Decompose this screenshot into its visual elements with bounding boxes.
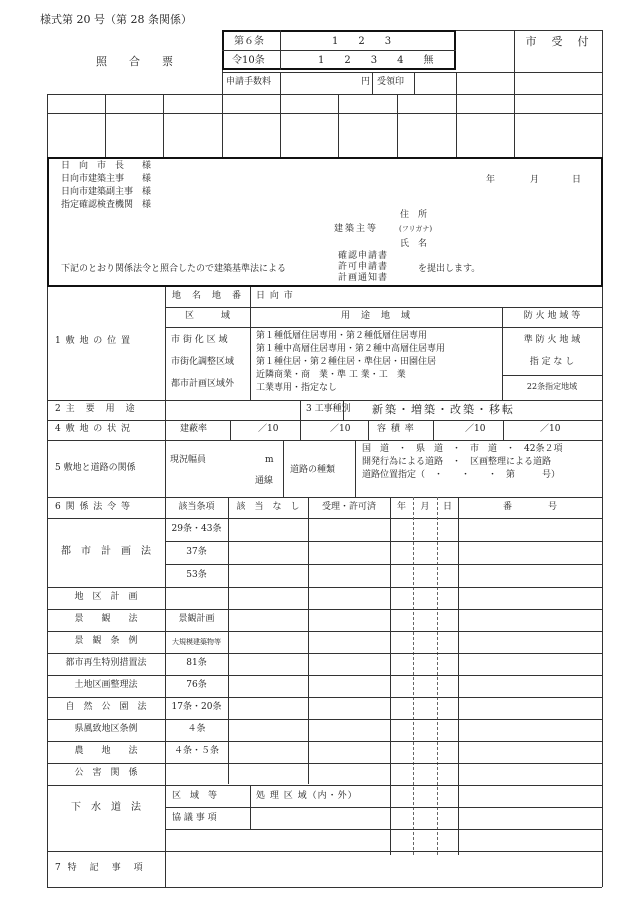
work-type-options[interactable]: 新築・増築・改築・移転 — [372, 403, 515, 416]
law-row-article: 81条 — [186, 658, 207, 668]
zone-option-urbanization[interactable]: 市 街 化 区 域 — [171, 335, 228, 345]
owner-address-label: 住 所 — [400, 210, 428, 220]
use-zone-option[interactable]: 第１種住居・第２種住居・準住居・田園住居 — [256, 357, 437, 367]
zone-option-outside[interactable]: 都市計画区域外 — [171, 379, 235, 389]
law-row-name: 農 地 法 — [74, 746, 138, 756]
submission-doc-types[interactable] — [338, 251, 388, 284]
owner-label: 建築主等 — [334, 224, 379, 234]
laws-header-na: 該 当 な し — [236, 502, 300, 512]
laws-header-day: 日 — [442, 502, 452, 512]
sewer-consult-label: 協 議 事 項 — [172, 813, 217, 823]
doc-type-permit[interactable]: 許可申請書 — [338, 262, 389, 272]
work-type-label: 3 工事種別 — [306, 404, 351, 414]
laws-header-year: 年 — [396, 502, 406, 512]
submission-lead: 下記のとおり関係法令と照合したので建築基準法による — [61, 264, 287, 274]
fire-zone-option-quasi[interactable]: 準 防 火 地 域 — [523, 335, 581, 345]
bcr-value-a[interactable]: ／10 — [258, 424, 279, 434]
date-day: 日 — [572, 175, 582, 185]
zone-label: 区 域 — [184, 311, 230, 321]
law-row-name: 景 観 法 — [74, 614, 138, 624]
sewer-zone-value[interactable]: 処 理 区 域（内・外） — [256, 791, 358, 801]
use-zone-option[interactable]: 第１種中高層住居専用・第２種中高層住居専用 — [256, 344, 446, 354]
road-type-label: 道路の種類 — [290, 465, 336, 475]
law-row-name: 公 害 関 係 — [74, 768, 138, 778]
law-row-article: ４条・５条 — [173, 746, 219, 756]
law-city-planning: 都 市 計 画 法 — [61, 546, 151, 557]
use-zone-option[interactable]: 第１種低層住居専用・第２種低層住居専用 — [256, 331, 428, 341]
law-row-name: 都市再生特別措置法 — [65, 658, 147, 668]
addressee-deputy-official: 日向市建築副主事 様 — [61, 187, 152, 197]
sewer-zone-label: 区 域 等 — [172, 791, 218, 801]
law-row-name: 地 区 計 画 — [74, 592, 138, 602]
doc-type-confirmation[interactable]: 確認申請書 — [338, 251, 389, 261]
law-article: 29条・43条 — [171, 524, 222, 534]
city-receipt-label: 市 受 付 — [525, 35, 591, 48]
laws-header-permit: 受理・許可済 — [321, 502, 376, 512]
addressee-mayor: 日 向 市 長 様 — [61, 161, 152, 171]
law-article: 37条 — [186, 547, 207, 557]
site-status-label: 4 敷 地 の 状 況 — [55, 424, 132, 434]
use-zone-option[interactable]: 工業専用・指定なし — [256, 383, 338, 393]
date-year: 年 — [486, 175, 496, 185]
addressee-inspection-agency: 指定確認検査機関 様 — [61, 200, 152, 210]
law-row-article: 景観計画 — [178, 614, 215, 624]
law-row-name: 自 然 公 園 法 — [65, 702, 147, 712]
far-value-b[interactable]: ／10 — [540, 424, 561, 434]
receipt-stamp-label: 受領印 — [377, 77, 405, 87]
article6-options[interactable]: 1 2 3 — [332, 36, 392, 47]
site-address-label: 地 名 地 番 — [172, 291, 243, 301]
form-number: 様式第 20 号（第 28 条関係） — [40, 13, 192, 26]
law-row-name: 県風致地区条例 — [74, 724, 138, 734]
law-row-article: 大規模建築物等 — [172, 638, 221, 646]
laws-header-month: 月 — [420, 502, 430, 512]
law-row-article: ４条 — [187, 724, 206, 734]
road-type-line1[interactable]: 国 道 ・ 県 道 ・ 市 道 ・ 42条２項 — [362, 444, 563, 454]
addressee-building-official: 日向市建築主事 様 — [61, 174, 152, 184]
road-frontage-label: 通線 — [255, 476, 274, 486]
far-label: 容 積 率 — [377, 424, 415, 434]
far-value-a[interactable]: ／10 — [465, 424, 486, 434]
road-width-label: 現況幅員 — [170, 455, 207, 465]
bcr-value-b[interactable]: ／10 — [330, 424, 351, 434]
owner-name-label: 氏 名 — [400, 239, 428, 249]
fire-zone-option-art22[interactable]: 22条指定地域 — [526, 382, 578, 391]
zone-option-control[interactable]: 市街化調整区域 — [171, 357, 235, 367]
use-zone-option[interactable]: 近隣商業・商 業・準 工 業・工 業 — [256, 370, 406, 380]
article6-label: 第６条 — [234, 36, 264, 47]
laws-label: 6 関 係 法 令 等 — [55, 502, 132, 512]
law-row-name: 景 観 条 例 — [74, 636, 138, 646]
form-title: 照 合 票 — [96, 55, 173, 68]
laws-header-number: 番 号 — [502, 502, 557, 512]
road-label: 5 敷地と道路の関係 — [55, 463, 136, 473]
fee-label: 申請手数料 — [226, 77, 272, 87]
main-use-label: 2 主 要 用 途 — [55, 404, 136, 414]
fire-zone-label: 防 火 地 域 等 — [523, 311, 581, 321]
remarks-label: 7 特 記 事 項 — [55, 863, 145, 873]
bcr-label: 建蔽率 — [180, 424, 208, 434]
law-row-name: 土地区画整理法 — [74, 680, 138, 690]
date-month: 月 — [530, 175, 540, 185]
fire-zone-option-none[interactable]: 指 定 な し — [529, 357, 575, 367]
owner-furigana-label: (フリガナ) — [399, 225, 433, 233]
doc-type-plan-notice[interactable]: 計画通知書 — [338, 273, 389, 283]
road-type-line2[interactable]: 開発行為による道路 ・ 区画整理による道路 — [362, 457, 552, 467]
law-row-article: 76条 — [186, 680, 207, 690]
road-width-unit: m — [265, 455, 274, 465]
use-zone-label: 用 途 地 域 — [340, 311, 411, 321]
site-address-value[interactable]: 日 向 市 — [256, 291, 294, 301]
law-sewer: 下 水 道 法 — [71, 802, 141, 813]
law-row-article: 17条・20条 — [171, 702, 222, 712]
road-type-line3[interactable]: 道路位置指定（ ・ ・ ・ 第 号） — [362, 470, 561, 480]
law-article: 53条 — [186, 570, 207, 580]
article10-options[interactable]: 1 2 3 4 無 — [318, 55, 434, 66]
submission-tail: を提出します。 — [418, 264, 481, 274]
site-location-label: 1 敷 地 の 位 置 — [55, 336, 132, 346]
fee-unit: 円 — [361, 77, 371, 87]
laws-header-article: 該当条項 — [178, 502, 215, 512]
article10-label: 令10条 — [232, 55, 265, 66]
